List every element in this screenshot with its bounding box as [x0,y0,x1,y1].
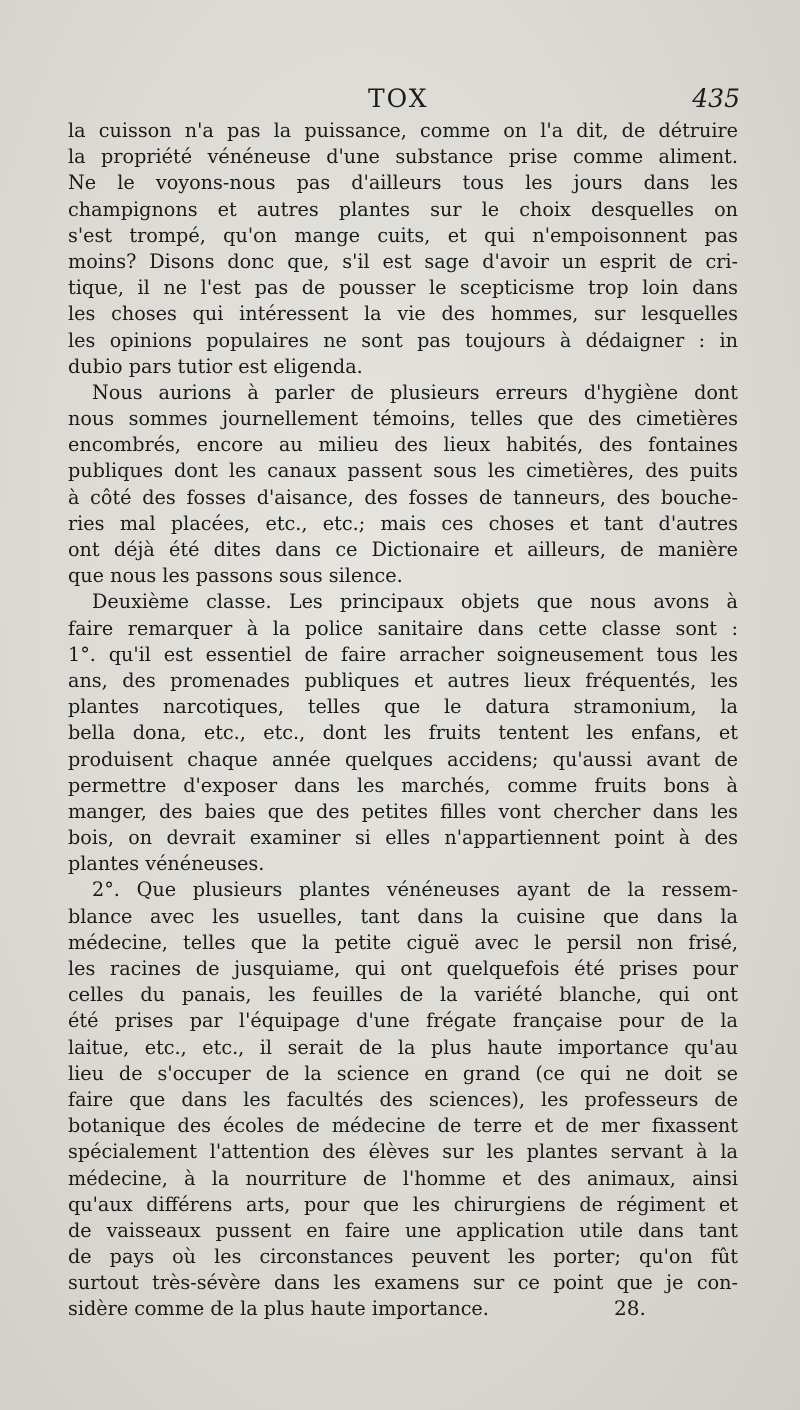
text-line: sidère comme de la plus haute importance. [68,1297,489,1321]
text-line: Ne le voyons-nous pas d'ailleurs tous les jours dans les [68,171,738,195]
text-line: encombrés, encore au milieu des lieux habités, des fontaines [68,433,738,457]
text-line: la cuisson n'a pas la puissance, comme on l'a dit, de détruire [68,119,738,142]
text-line: été prises par l'équipage d'une frégate française pour de la [68,1009,738,1033]
text-line: médecine, telles que la petite ciguë avec le persil non frisé, [68,930,738,954]
running-head: TOX [368,84,429,113]
text-line: laitue, etc., etc., il serait de la plus haute importance qu'au [68,1035,738,1059]
text-line: faire que dans les facultés des sciences), les professeurs de [68,1087,738,1111]
text-line: ries mal placées, etc., etc.; mais ces choses et tant d'autres [68,511,738,535]
text-line: ans, des promenades publiques et autres lieux fréquentés, les [68,668,738,692]
text-line: faire remarquer à la police sanitaire dans cette classe sont : [68,616,738,640]
text-line: les racines de jusquiame, qui ont quelquefois été prises pour [68,957,738,980]
text-line: surtout très-sévère dans les examens sur ce point que je con- [68,1271,738,1295]
text-line: plantes vénéneuses. [68,852,265,876]
text-line: nous sommes journellement témoins, telles que des cimetières [68,407,738,431]
text-line: 2°. Que plusieurs plantes vénéneuses ayant de la ressem- [92,878,738,902]
text-line: produisent chaque année quelques accidens; qu'aussi avant de [68,747,738,771]
text-line: spécialement l'attention des élèves sur les plantes servant à la [68,1140,738,1164]
body-text [68,118,738,1323]
page-number: 435 [692,84,740,113]
text-line: ont déjà été dites dans ce Dictionaire et ailleurs, de manière [68,538,738,561]
text-line: dubio pars tutior est eligenda. [68,354,363,378]
text-line: bois, on devrait examiner si elles n'appartiennent point à des [68,826,738,850]
text-line: médecine, à la nourriture de l'homme et des animaux, ainsi [68,1166,738,1190]
text-line: blance avec les usuelles, tant dans la cuisine que dans la [68,904,738,928]
signature-mark: 28. [614,1296,646,1320]
text-line: bella dona, etc., etc., dont les fruits tentent les enfans, et [68,721,738,745]
text-line: moins? Disons donc que, s'il est sage d'avoir un esprit de cri- [68,249,738,273]
text-line: celles du panais, les feuilles de la variété blanche, qui ont [68,983,738,1007]
text-line: la propriété vénéneuse d'une substance prise comme aliment. [68,145,738,169]
page-header [68,84,740,120]
text-line: qu'aux différens arts, pour que les chirurgiens de régiment et [68,1192,738,1216]
text-line: de vaisseaux pussent en faire une application utile dans tant [68,1218,738,1242]
text-line: Deuxième classe. Les principaux objets que nous avons à [92,590,738,614]
text-line: lieu de s'occuper de la science en grand (ce qui ne doit se [68,1061,738,1085]
text-line: publiques dont les canaux passent sous les cimetières, des puits [68,459,738,483]
text-line: permettre d'exposer dans les marchés, comme fruits bons à [68,773,738,797]
text-line: s'est trompé, qu'on mange cuits, et qui n'empoisonnent pas [68,223,738,247]
text-line: à côté des fosses d'aisance, des fosses de tanneurs, des bouche- [68,485,738,509]
text-line: les opinions populaires ne sont pas toujours à dédaigner : in [68,328,738,352]
text-line: Nous aurions à parler de plusieurs erreurs d'hygiène dont [92,380,738,404]
text-line: les choses qui intéressent la vie des hommes, sur lesquelles [68,302,738,326]
text-line: que nous les passons sous silence. [68,564,403,588]
text-line: botanique des écoles de médecine de terre et de mer fixassent [68,1114,738,1138]
text-line: champignons et autres plantes sur le choix desquelles on [68,197,738,221]
text-line: de pays où les circonstances peuvent les porter; qu'on fût [68,1245,738,1269]
text-line: 1°. qu'il est essentiel de faire arracher soigneusement tous les [68,642,738,666]
text-line: manger, des baies que des petites filles vont chercher dans les [68,799,738,823]
text-line: tique, il ne l'est pas de pousser le scepticisme trop loin dans [68,276,738,300]
text-line: plantes narcotiques, telles que le datura stramonium, la [68,695,738,719]
